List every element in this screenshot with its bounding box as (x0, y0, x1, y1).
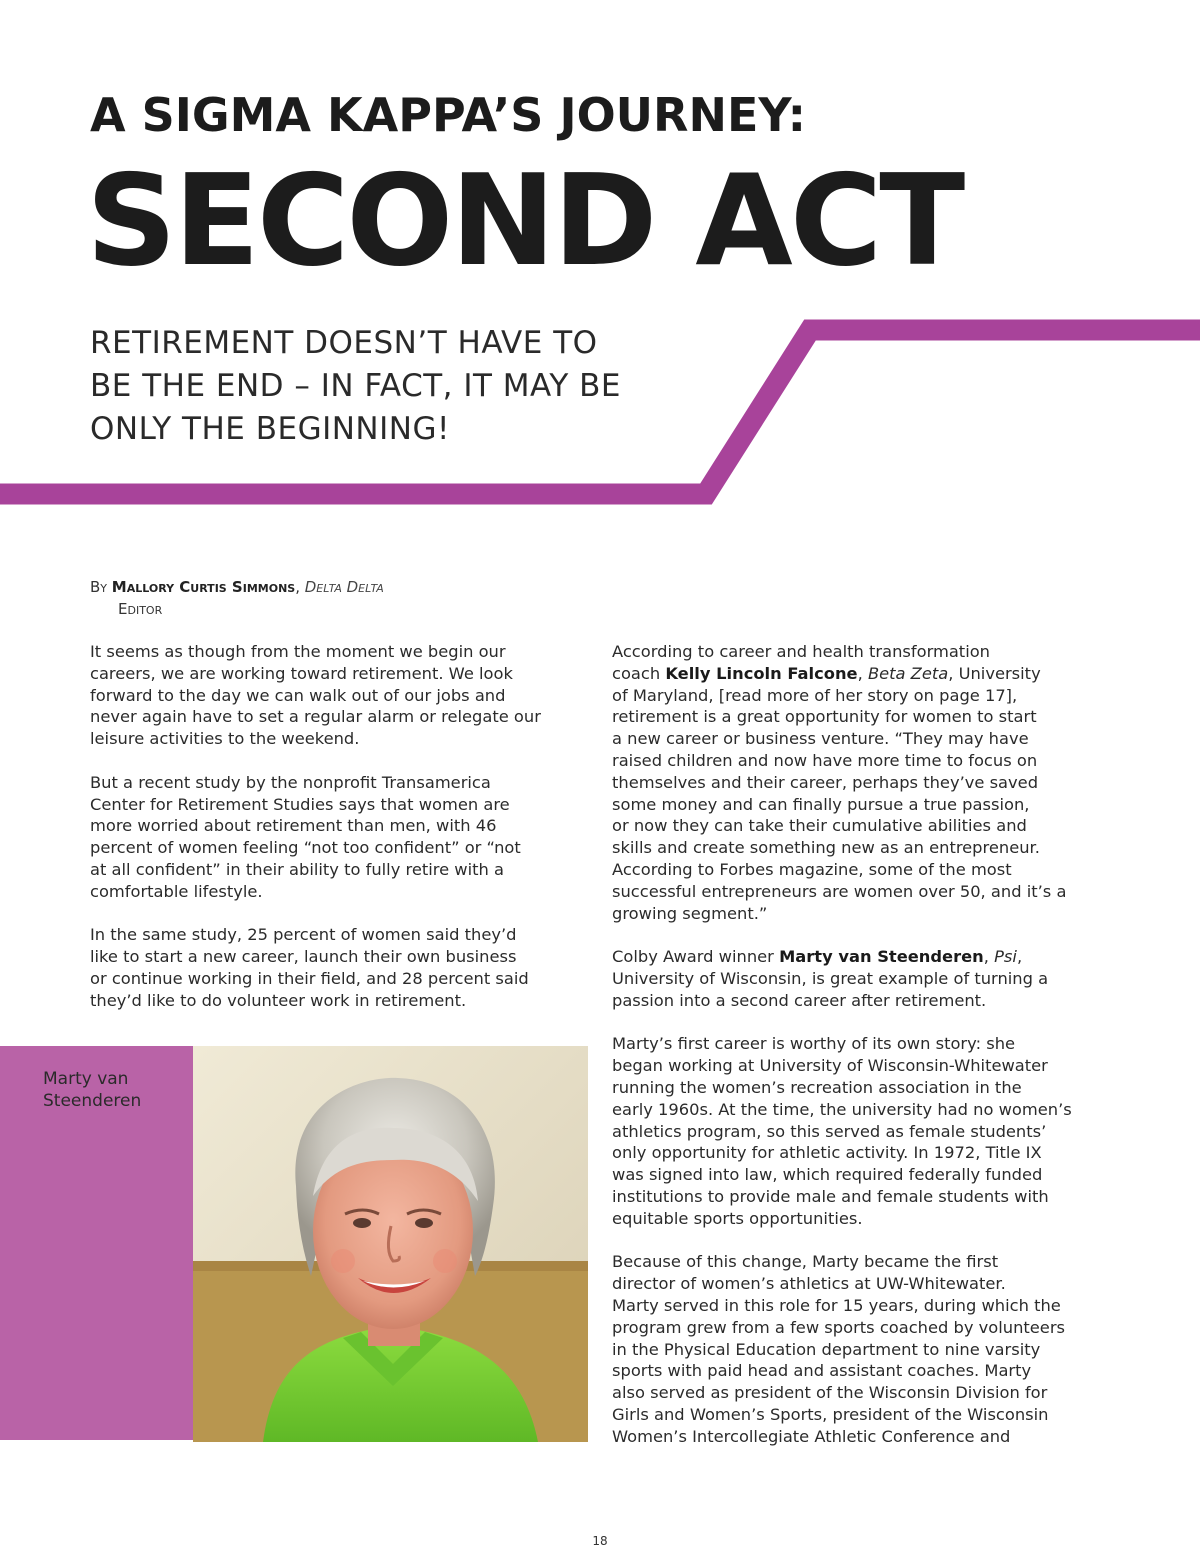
article-kicker: A SIGMA KAPPA’S JOURNEY: (90, 88, 807, 142)
text-line: or now they can take their cumulative abilities and (612, 816, 1027, 836)
paragraph (612, 1033, 1112, 1229)
text-run: , (983, 947, 995, 967)
text-line: Center for Retirement Studies says that women are (90, 794, 510, 814)
text-line: never again have to set a regular alarm or relegate our (90, 707, 541, 727)
text-line: leisure activities to the weekend. (90, 729, 360, 749)
text-line: In the same study, 25 percent of women said they’d (90, 925, 517, 945)
text-line: successful entrepreneurs are women over 50, and it’s a (612, 881, 1067, 901)
text-line: Marty’s first career is worthy of its own story: she (612, 1034, 1016, 1054)
byline-role: Editor (118, 600, 163, 618)
text-line (612, 946, 1112, 968)
text-line: a new career or business venture. “They may have (612, 729, 1029, 749)
right-column (612, 641, 1112, 1469)
text-line: According to career and health transformation (612, 642, 990, 661)
paragraph (612, 641, 1112, 924)
left-column (90, 641, 590, 1033)
text-line: was signed into law, which required federally funded (612, 1165, 1043, 1185)
page-number: 18 (592, 1534, 608, 1548)
text-line: According to Forbes magazine, some of the most (612, 859, 1012, 879)
text-line: Marty served in this role for 15 years, during which the (612, 1295, 1061, 1315)
text-line: Girls and Women’s Sports, president of the Wisconsin (612, 1404, 1049, 1424)
text-line: some money and can finally pursue a true passion, (612, 794, 1030, 814)
text-line: sports with paid head and assistant coaches. Marty (612, 1361, 1032, 1381)
text-line: also served as president of the Wisconsin Division for (612, 1383, 1048, 1403)
paragraph (90, 772, 590, 903)
paragraph (90, 641, 590, 750)
byline-prefix: By (90, 578, 108, 596)
text-line: athletics program, so this served as female students’ (612, 1121, 1047, 1141)
text-line: Because of this change, Marty became the first (612, 1252, 999, 1272)
text-line: early 1960s. At the time, the university had no women’s (612, 1099, 1072, 1119)
text-line: passion into a second career after retirement. (612, 990, 987, 1010)
deck-line: RETIREMENT DOESN’T HAVE TO (90, 325, 598, 361)
caption-line: Marty van (43, 1069, 129, 1089)
paragraph (612, 1251, 1112, 1447)
text-line: or continue working in their field, and 28 percent said (90, 968, 529, 988)
paragraph (90, 924, 590, 1011)
text-run: , (857, 663, 868, 683)
text-run: Colby Award winner (612, 947, 780, 967)
text-line: University of Wisconsin, is great example of turning a (612, 968, 1049, 988)
text-line: growing segment.” (612, 903, 768, 923)
text-line: comfortable lifestyle. (90, 881, 263, 901)
text-line: equitable sports opportunities. (612, 1208, 863, 1228)
text-line: skills and create something new as an entrepreneur. (612, 838, 1040, 858)
text-line: like to start a new career, launch their own business (90, 947, 517, 967)
text-line: they’d like to do volunteer work in retirement. (90, 990, 467, 1010)
text-line: in the Physical Education department to nine varsity (612, 1339, 1041, 1359)
deck-line: BE THE END – IN FACT, IT MAY BE (90, 368, 621, 404)
text-line: only opportunity for athletic activity. In 1972, Title IX (612, 1143, 1042, 1163)
text-line: raised children and now have more time to focus on (612, 750, 1038, 770)
chapter-name: Psi (994, 947, 1017, 967)
person-name: Marty van Steenderen (779, 947, 984, 967)
byline: By Mallory Curtis Simmons, Delta Delta Editor (90, 578, 384, 618)
text-line: institutions to provide male and female students with (612, 1186, 1049, 1206)
text-line: themselves and their career, perhaps they’ve saved (612, 772, 1039, 792)
text-line: But a recent study by the nonprofit Transamerica (90, 772, 491, 792)
text-line: forward to the day we can walk out of our jobs and (90, 685, 506, 705)
text-line: director of women’s athletics at UW-Whitewater. (612, 1274, 1006, 1294)
chapter-name: Beta Zeta (867, 663, 949, 683)
text-line: careers, we are working toward retirement. We look (90, 663, 513, 683)
byline-chapter: Delta Delta (304, 578, 384, 596)
article-deck (90, 322, 670, 451)
photo-caption (43, 1068, 141, 1112)
text-line: Women’s Intercollegiate Athletic Conference and (612, 1426, 1011, 1446)
deck-line: ONLY THE BEGINNING! (90, 411, 450, 447)
text-line: percent of women feeling “not too confident” or “not (90, 838, 521, 858)
text-line: It seems as though from the moment we begin our (90, 642, 506, 661)
person-name: Kelly Lincoln Falcone (665, 663, 858, 683)
article-headline: SECOND ACT (86, 147, 963, 294)
text-line: began working at University of Wisconsin-Whitewater (612, 1056, 1048, 1076)
text-line: at all confident” in their ability to fully retire with a (90, 859, 505, 879)
caption-line: Steenderen (43, 1091, 142, 1111)
text-line: more worried about retirement than men, with 46 (90, 816, 497, 836)
text-line: running the women’s recreation association in the (612, 1077, 1022, 1097)
byline-author: Mallory Curtis Simmons (111, 578, 296, 596)
text-run: , University (948, 663, 1041, 683)
portrait-photo (193, 1046, 588, 1442)
text-run: coach (612, 663, 666, 683)
paragraph (612, 946, 1112, 1011)
text-line: of Maryland, [read more of her story on page 17], (612, 685, 1018, 705)
text-line: program grew from a few sports coached by volunteers (612, 1317, 1066, 1337)
text-line: retirement is a great opportunity for women to start (612, 707, 1037, 727)
text-line (612, 663, 1112, 685)
text-run: , (1016, 947, 1023, 967)
